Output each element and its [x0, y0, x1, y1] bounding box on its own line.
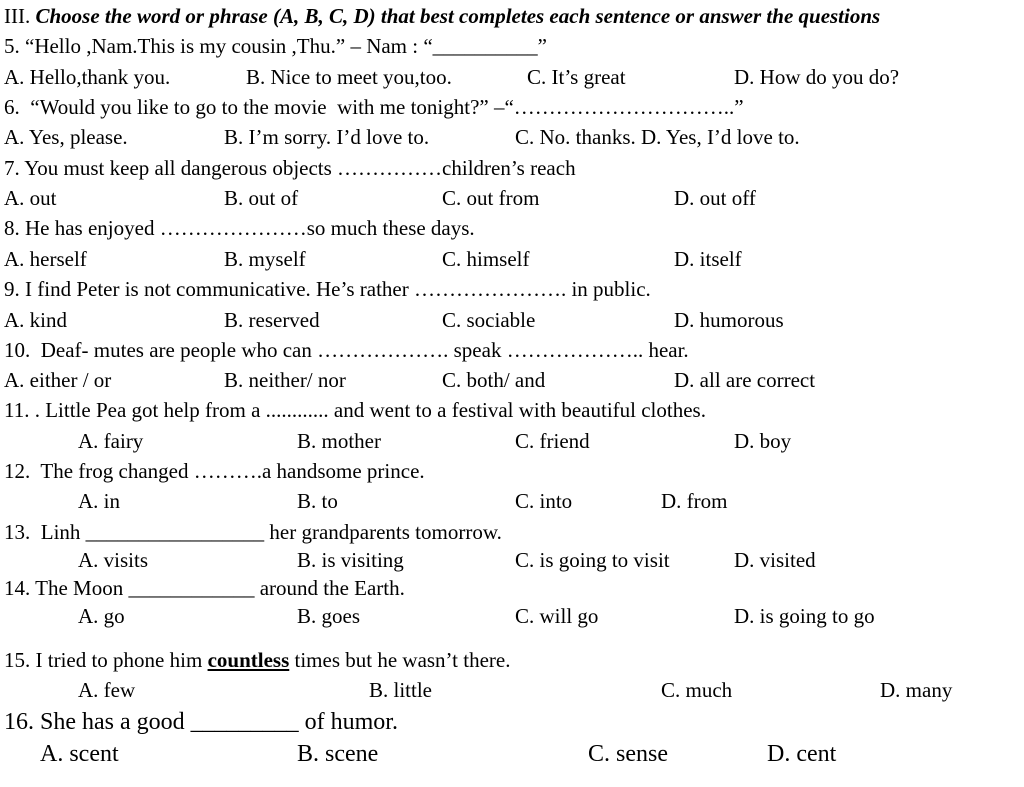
section-number: III.: [4, 4, 36, 28]
question-10-option-b: B. neither/ nor: [224, 368, 346, 392]
section-heading: [4, 4, 880, 28]
question-16-stem: 16. She has a good _________ of humor.: [4, 709, 398, 735]
question-7-option-b: B. out of: [224, 186, 299, 210]
question-12-option-d: D. from: [661, 489, 728, 513]
question-7-stem: 7. You must keep all dangerous objects ……………children’s reach: [4, 156, 576, 180]
question-12-stem: 12. The frog changed ……….a handsome prince.: [4, 459, 425, 483]
question-13-option-b: B. is visiting: [297, 548, 404, 572]
question-6-option-cd: C. No. thanks. D. Yes, I’d love to.: [515, 125, 800, 149]
question-13-stem: 13. Linh _________________ her grandparents tomorrow.: [4, 520, 502, 544]
question-13-option-a: A. visits: [78, 548, 149, 572]
question-7-option-c: C. out from: [442, 186, 540, 210]
question-14-option-b: B. goes: [297, 604, 360, 628]
question-5-option-c: C. It’s great: [527, 65, 626, 89]
section-instruction: Choose the word or phrase (A, B, C, D) that best completes each sentence or answer the questions: [35, 4, 881, 28]
question-8-option-c: C. himself: [442, 247, 530, 271]
question-15-option-c: C. much: [661, 678, 733, 702]
question-12-option-b: B. to: [297, 489, 338, 513]
question-6-stem: 6. “Would you like to go to the movie with me tonight?” –“…………………………..”: [4, 95, 744, 119]
question-10-option-d: D. all are correct: [674, 368, 816, 392]
question-15-option-d: D. many: [880, 678, 953, 702]
question-9-option-d: D. humorous: [674, 308, 784, 332]
question-16-option-d: D. cent: [767, 741, 837, 767]
question-10-option-c: C. both/ and: [442, 368, 546, 392]
question-14-option-c: C. will go: [515, 604, 599, 628]
question-7-option-a: A. out: [4, 186, 57, 210]
question-9-option-c: C. sociable: [442, 308, 536, 332]
question-9-option-a: A. kind: [4, 308, 67, 332]
question-5-option-d: D. How do you do?: [734, 65, 900, 89]
question-6-option-b: B. I’m sorry. I’d love to.: [224, 125, 430, 149]
question-5-option-a: A. Hello,thank you.: [4, 65, 171, 89]
question-15-stem-end: times but he wasn’t there.: [289, 648, 511, 672]
question-10-stem: 10. Deaf- mutes are people who can ………………. speak ……………….. hear.: [4, 338, 689, 362]
question-12-option-a: A. in: [78, 489, 120, 513]
question-10-option-a: A. either / or: [4, 368, 112, 392]
question-13-option-d: D. visited: [734, 548, 816, 572]
question-15-option-b: B. little: [369, 678, 432, 702]
question-11-option-a: A. fairy: [78, 429, 144, 453]
question-12-option-c: C. into: [515, 489, 573, 513]
question-5-option-b: B. Nice to meet you,too.: [246, 65, 452, 89]
question-16-option-a: A. scent: [40, 741, 119, 767]
question-14-option-a: A. go: [78, 604, 125, 628]
question-16-option-c: C. sense: [588, 741, 668, 767]
question-8-option-a: A. herself: [4, 247, 87, 271]
question-15-option-a: A. few: [78, 678, 136, 702]
question-8-option-b: B. myself: [224, 247, 306, 271]
question-6-option-a: A. Yes, please.: [4, 125, 128, 149]
question-5-stem: 5. “Hello ,Nam.This is my cousin ,Thu.” – Nam : “__________”: [4, 34, 547, 58]
question-16-option-b: B. scene: [297, 741, 379, 767]
question-11-option-d: D. boy: [734, 429, 792, 453]
question-7-option-d: D. out off: [674, 186, 756, 210]
question-8-stem: 8. He has enjoyed …………………so much these days.: [4, 216, 475, 240]
question-14-stem: 14. The Moon ____________ around the Earth.: [4, 576, 405, 600]
question-13-option-c: C. is going to visit: [515, 548, 670, 572]
question-9-option-b: B. reserved: [224, 308, 320, 332]
question-8-option-d: D. itself: [674, 247, 742, 271]
question-15-stem: [4, 648, 510, 672]
question-14-option-d: D. is going to go: [734, 604, 875, 628]
question-15-key-word: countless: [207, 648, 290, 672]
question-11-option-b: B. mother: [297, 429, 381, 453]
question-11-stem: 11. . Little Pea got help from a ............ and went to a festival with beautiful clothes.: [4, 398, 706, 422]
question-15-stem-start: 15. I tried to phone him: [4, 648, 208, 672]
question-9-stem: 9. I find Peter is not communicative. He’s rather …………………. in public.: [4, 277, 651, 301]
question-11-option-c: C. friend: [515, 429, 590, 453]
